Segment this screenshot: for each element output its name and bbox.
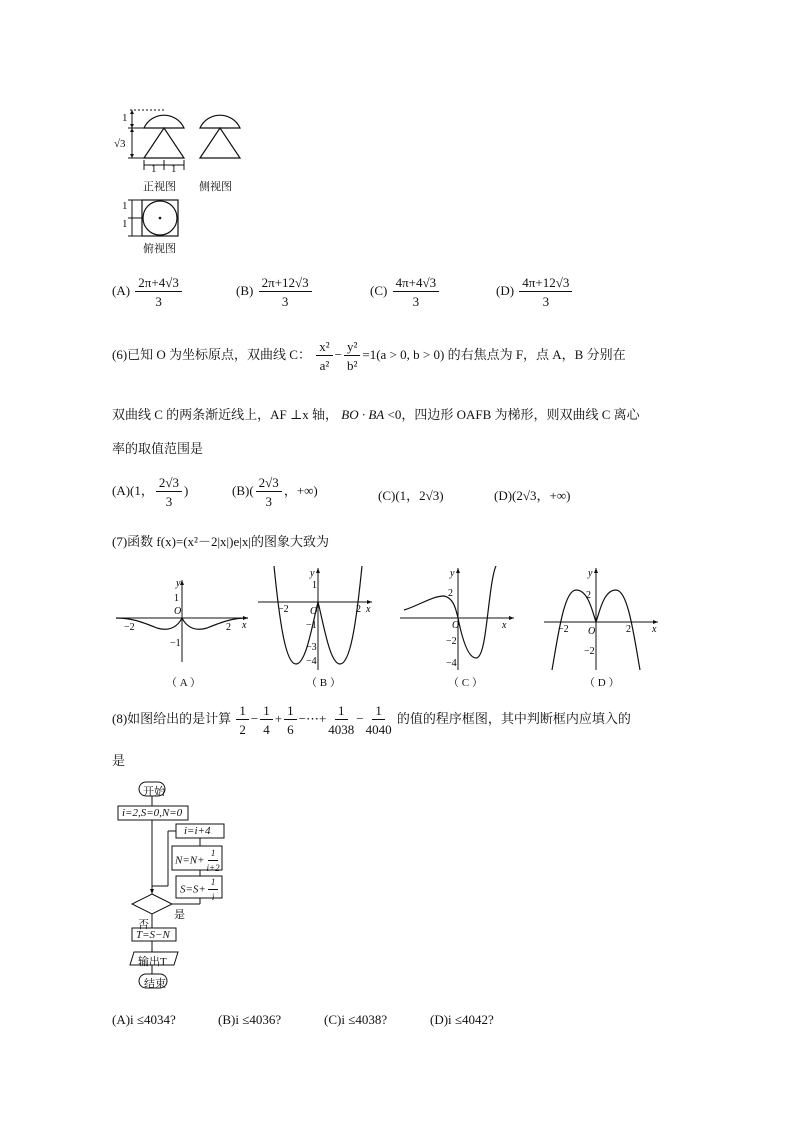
dim-label-top-view-1: 1 [122, 200, 128, 212]
svg-text:−2: −2 [446, 636, 457, 647]
svg-text:x: x [242, 620, 247, 631]
svg-text:2: 2 [448, 588, 453, 599]
q6-option-a[interactable]: (A)(1， $\frac{2√3}{3}$ ) [112, 475, 189, 509]
svg-text:y: y [450, 568, 455, 579]
q8-line-1: (8)如图给出的是计算 $\frac{1}{2}$ − $\frac{1}{4}$ + $\frac{1}{6}$ −⋯+ $\frac{1}{4038}$ − $\frac{1}{4040}$ 的值的程序框图，其中判断框内应填入的 [112, 703, 631, 737]
q7-graph-d[interactable] [540, 566, 662, 672]
svg-text:O: O [310, 606, 318, 617]
q7-graph-a[interactable] [112, 574, 252, 664]
q7-label-c: （ C ） [448, 677, 483, 689]
svg-text:2: 2 [586, 590, 591, 601]
q5-option-b[interactable]: (B) $\frac{2\pi+12√3}{3}$ [236, 276, 314, 308]
q6-line-1: (6)已知 O 为坐标原点，双曲线 C： $\frac{\text{x²}}{\text{a²}}$ − $\frac{\text{y²}}{\text{b²}}$ =1(a > 0, b > 0) 的右焦点为 F，点 A，B 分别在 [112, 339, 626, 373]
flow-start-label: 开始 [143, 786, 165, 798]
dim-label-top: 1 [122, 112, 128, 124]
q8-option-a[interactable]: (A)i ≤4034? [112, 1012, 176, 1027]
svg-text:x: x [366, 604, 371, 615]
svg-text:−1: −1 [170, 638, 181, 649]
q6-eq: =1(a > 0, b > 0) [362, 346, 445, 362]
q5-c-den: 3 [412, 294, 420, 309]
q5-a-den: 3 [155, 294, 162, 309]
svg-text:−4: −4 [446, 658, 457, 669]
q7-label-a: （ A ） [166, 677, 201, 689]
q8-line-2: 是 [112, 753, 126, 768]
flow-decision-node [132, 894, 172, 914]
q6-option-c[interactable]: (C)(1，2√3) [378, 488, 444, 503]
svg-text:2: 2 [356, 604, 361, 615]
svg-text:2: 2 [226, 622, 231, 633]
svg-text:−2: −2 [584, 646, 595, 657]
flow-init-label: i=2,S=0,N=0 [122, 807, 183, 819]
q5-b-den: 3 [281, 294, 289, 309]
q8-option-d[interactable]: (D)i ≤4042? [430, 1012, 494, 1027]
q6-line-3: 率的取值范围是 [112, 441, 204, 456]
svg-text:−2: −2 [124, 622, 135, 633]
side-triangle [200, 128, 240, 158]
flow-t-label: T=S−N [136, 929, 170, 941]
flow-yes-label: 是 [174, 909, 185, 921]
svg-text:x: x [652, 624, 657, 635]
q6-option-b[interactable]: (B)( $\frac{2√3}{3}$ ，+∞) [232, 475, 318, 509]
svg-text:y: y [310, 568, 315, 579]
flow-n-label: N=N+ $\frac{1}{i+2}$ [175, 848, 220, 873]
svg-text:−2: −2 [558, 624, 569, 635]
q7-graph-b[interactable] [256, 566, 376, 672]
q8-option-c[interactable]: (C)i ≤4038? [324, 1012, 388, 1027]
svg-text:y: y [176, 578, 181, 589]
svg-text:y: y [588, 568, 593, 579]
three-view-diagram [108, 104, 268, 264]
q5-option-c[interactable]: (C) $\frac{4\pi+4√3}{3}$ [370, 276, 441, 308]
q7-label-b: （ B ） [306, 677, 341, 689]
svg-text:−4: −4 [306, 656, 317, 667]
dim-label-left: 1 [151, 163, 157, 175]
flow-end-label: 结束 [144, 978, 166, 990]
q8-suffix: 的值的程序框图，其中判断框内应填入的 [396, 710, 631, 726]
q5-option-d[interactable]: (D) $\frac{4\pi+12√3}{3}$ [496, 276, 574, 308]
side-semicircle [200, 115, 240, 128]
front-semicircle [144, 115, 184, 128]
top-view-label: 俯视图 [143, 243, 176, 255]
svg-text:1: 1 [174, 593, 179, 604]
q7-stem: (7)函数 f(x)=(x²－2|x|)e|x|的图象大致为 [112, 534, 329, 549]
front-triangle [144, 128, 184, 158]
flow-output-label: 输出T [138, 956, 167, 968]
q8-prefix: (8)如图给出的是计算 [112, 710, 232, 726]
flow-s-label: S=S+ $\frac{1}{i}$ [180, 878, 220, 902]
svg-text:O: O [588, 626, 596, 637]
svg-text:−1: −1 [306, 620, 317, 631]
q8-option-b[interactable]: (B)i ≤4036? [218, 1012, 282, 1027]
q7-label-d: （ D ） [584, 677, 620, 689]
q5-a-num: 2π+4√3 [135, 276, 182, 292]
q5-c-num: 4π+4√3 [393, 276, 440, 292]
svg-text:O: O [452, 620, 460, 631]
q6-suffix: 的右焦点为 F，点 A，B 分别在 [447, 346, 626, 362]
svg-text:x: x [502, 620, 507, 631]
q5-b-num: 2π+12√3 [259, 276, 312, 292]
flow-inc-label: i=i+4 [184, 825, 211, 837]
svg-text:2: 2 [626, 624, 631, 635]
svg-text:−3: −3 [306, 642, 317, 653]
svg-text:O: O [174, 606, 182, 617]
dim-label-right: 1 [171, 163, 177, 175]
q5-d-den: 3 [542, 294, 550, 309]
q5-d-num: 4π+12√3 [519, 276, 572, 292]
svg-text:1: 1 [312, 580, 317, 591]
side-view-label: 侧视图 [199, 181, 232, 193]
q6-vector-product: BO · BA [341, 407, 385, 422]
dim-label-top-view-2: 1 [122, 218, 128, 230]
q6-prefix: (6)已知 O 为坐标原点，双曲线 C： [112, 346, 311, 362]
front-view-label: 正视图 [143, 181, 176, 193]
q7-graph-c[interactable] [398, 566, 518, 672]
q6-option-d[interactable]: (D)(2√3，+∞) [494, 488, 571, 503]
flow-no-label: 否 [138, 919, 149, 931]
q5-option-a[interactable]: (A) $\frac{2\pi+4√3}{3}$ [112, 276, 184, 308]
q6-line-2: 双曲线 C 的两条渐近线上，AF ⊥x 轴， BO · BA <0，四边形 OAFB 为梯形，则双曲线 C 离心 [112, 407, 640, 422]
dim-label-sqrt3: √3 [114, 138, 126, 150]
svg-text:−2: −2 [278, 604, 289, 615]
